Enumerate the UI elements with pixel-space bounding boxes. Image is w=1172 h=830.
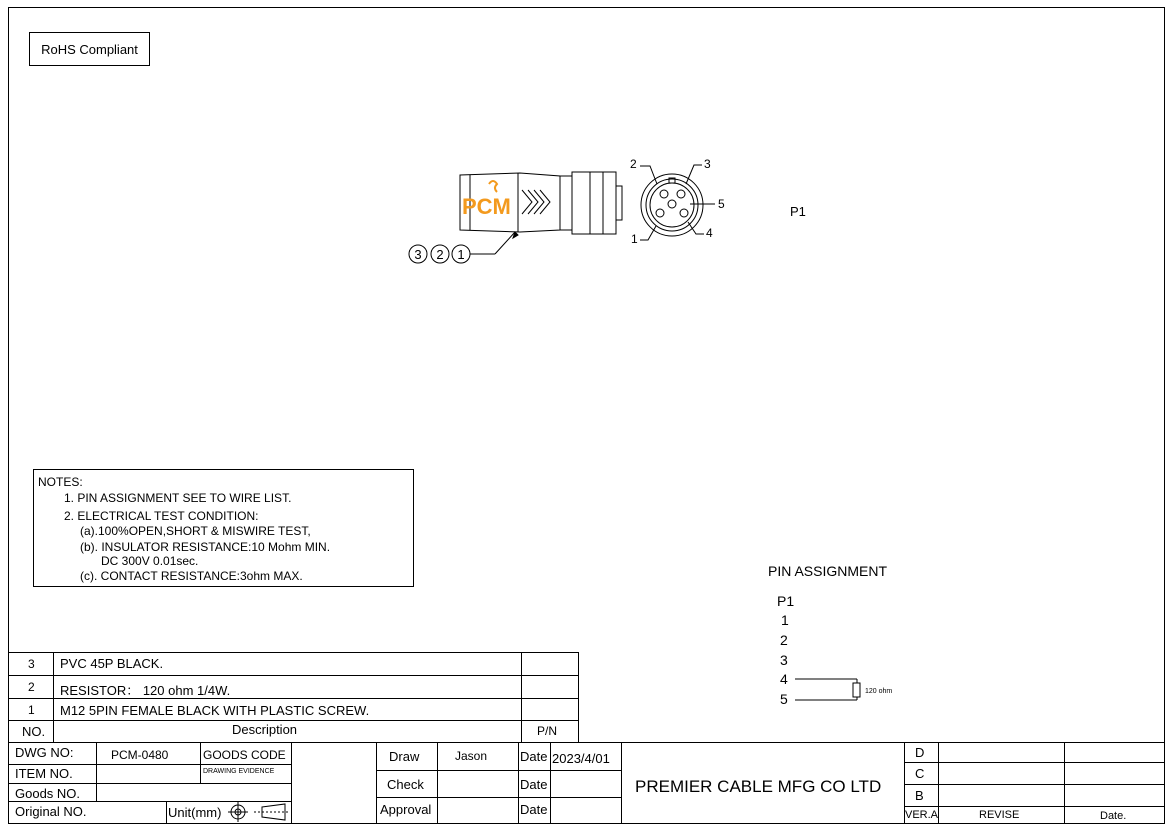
unit-label: Unit(mm) xyxy=(168,805,222,820)
date-value: 2023/4/01 xyxy=(552,751,610,766)
original-no-label: Original NO. xyxy=(15,804,87,819)
face-pin-1-label: 1 xyxy=(631,232,638,246)
date-label: Date xyxy=(520,777,548,792)
rohs-badge: RoHS Compliant xyxy=(29,32,150,66)
bom-header-no: NO. xyxy=(22,724,46,739)
bom-header-description: Description xyxy=(232,722,298,737)
note-line: (b). INSULATOR RESISTANCE:10 Mohm MIN. xyxy=(80,540,331,554)
callout-1: 1 xyxy=(457,247,465,262)
note-line: (c). CONTACT RESISTANCE:3ohm MAX. xyxy=(80,569,303,583)
drawing-evidence-label: DRAWING EVIDENCE xyxy=(203,768,275,775)
note-line: DC 300V 0.01sec. xyxy=(101,554,199,568)
bom-row-description: M12 5PIN FEMALE BLACK WITH PLASTIC SCREW. xyxy=(60,703,370,718)
bom-header-pn: P/N xyxy=(537,724,558,738)
ver-label: VER.A xyxy=(905,809,939,821)
pin-number: 1 xyxy=(781,612,789,628)
pin-assignment-title: PIN ASSIGNMENT xyxy=(768,563,888,579)
face-pin-3-label: 3 xyxy=(704,157,711,171)
date-label: Date xyxy=(520,749,548,764)
company-name: PREMIER CABLE MFG CO LTD xyxy=(635,777,882,796)
date-label: Date xyxy=(520,802,548,817)
note-line: (a).100%OPEN,SHORT & MISWIRE TEST, xyxy=(80,524,311,538)
item-no-label: ITEM NO. xyxy=(15,766,73,781)
rev-d: D xyxy=(915,745,925,760)
pin-number: 3 xyxy=(780,652,788,668)
face-pin-4-label: 4 xyxy=(706,226,713,240)
approval-label: Approval xyxy=(380,802,432,817)
note-line: 1. PIN ASSIGNMENT SEE TO WIRE LIST. xyxy=(64,491,292,505)
dwg-no-label: DWG NO: xyxy=(15,745,74,760)
check-label: Check xyxy=(387,777,424,792)
bom-row-no: 1 xyxy=(28,703,35,717)
pin-number: 2 xyxy=(780,632,788,648)
pin-number: 4 xyxy=(780,671,788,687)
face-pin-5-label: 5 xyxy=(718,197,725,211)
goods-code-label: GOODS CODE xyxy=(203,748,286,762)
rev-c: C xyxy=(915,766,925,781)
note-line: 2. ELECTRICAL TEST CONDITION: xyxy=(64,509,259,523)
callout-3: 3 xyxy=(414,247,422,262)
dwg-no-value: PCM-0480 xyxy=(111,748,169,762)
rev-date-label: Date. xyxy=(1100,810,1127,822)
notes-title: NOTES: xyxy=(38,475,83,489)
bom-row-description: PVC 45P BLACK. xyxy=(60,656,164,671)
pcm-logo: PCM xyxy=(462,194,511,219)
notes-box xyxy=(33,469,414,587)
connector-label: P1 xyxy=(790,204,806,219)
bom-row-no: 2 xyxy=(28,680,35,694)
bom-row-description: RESISTOR： 120 ohm 1/4W. xyxy=(60,683,231,698)
face-pin-2-label: 2 xyxy=(630,157,637,171)
pin-number: 5 xyxy=(780,691,788,707)
bom-row-no: 3 xyxy=(28,657,35,671)
draw-name: Jason xyxy=(455,749,488,763)
resistor-label: 120 ohm xyxy=(865,688,893,695)
pin-assignment-connector: P1 xyxy=(777,593,795,609)
draw-label: Draw xyxy=(389,749,420,764)
revise-label: REVISE xyxy=(979,809,1020,821)
callout-2: 2 xyxy=(436,247,444,262)
goods-no-label: Goods NO. xyxy=(15,786,81,801)
rev-b: B xyxy=(915,788,924,803)
